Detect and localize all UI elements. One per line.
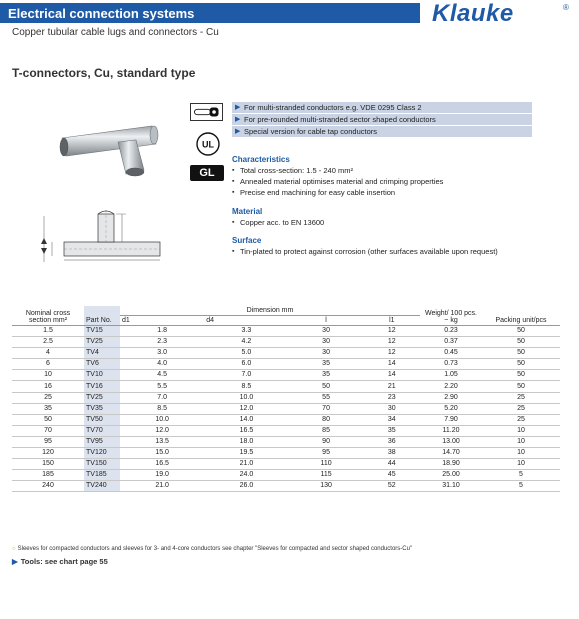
cell-d1: 4.5 — [120, 370, 204, 381]
cell-cross-section: 16 — [12, 381, 84, 392]
feature-text: For pre-rounded multi-stranded sector shaped conductors — [244, 115, 436, 124]
cell-part-no: TV150 — [84, 459, 120, 470]
cell-l: 95 — [289, 448, 364, 459]
cell-part-no: TV10 — [84, 370, 120, 381]
cell-packing: 50 — [482, 326, 560, 337]
col-d4: d4 — [204, 316, 288, 326]
col-l1: l1 — [364, 316, 420, 326]
cell-d4: 16.5 — [204, 425, 288, 436]
cell-d1: 5.5 — [120, 381, 204, 392]
cell-l1: 12 — [364, 348, 420, 359]
characteristic-item: ▪ Total cross-section: 1.5 - 240 mm² — [232, 165, 552, 176]
cell-part-no: TV240 — [84, 481, 120, 492]
cell-part-no: TV70 — [84, 425, 120, 436]
cell-l1: 36 — [364, 436, 420, 447]
cell-l: 35 — [289, 359, 364, 370]
table-row — [12, 381, 560, 392]
cell-cross-section: 240 — [12, 481, 84, 492]
cell-l: 30 — [289, 337, 364, 348]
cell-d4: 10.0 — [204, 392, 288, 403]
cell-cross-section: 1.5 — [12, 326, 84, 337]
ul-label: UL — [202, 139, 214, 150]
cell-l1: 35 — [364, 425, 420, 436]
cell-part-no: TV50 — [84, 414, 120, 425]
cell-weight: 7.90 — [420, 414, 482, 425]
table-row — [12, 448, 560, 459]
table-row — [12, 326, 560, 337]
table-row — [12, 436, 560, 447]
cell-d1: 2.3 — [120, 337, 204, 348]
cell-l1: 44 — [364, 459, 420, 470]
t-connector-photo — [56, 118, 176, 180]
characteristic-item: ▪ Precise end machining for easy cable insertion — [232, 187, 552, 198]
cell-l1: 21 — [364, 381, 420, 392]
cell-packing: 50 — [482, 359, 560, 370]
cell-d1: 13.5 — [120, 436, 204, 447]
feature-text: For multi-stranded conductors e.g. VDE 0295 Class 2 — [244, 103, 422, 112]
cell-l: 130 — [289, 481, 364, 492]
table-row — [12, 470, 560, 481]
arrow-right-icon: ▶ — [235, 104, 241, 111]
col-d1: d1 — [120, 316, 204, 326]
cell-packing: 5 — [482, 481, 560, 492]
col-l: l — [289, 316, 364, 326]
material-title: Material — [232, 207, 263, 216]
cell-packing: 5 — [482, 470, 560, 481]
cell-cross-section: 70 — [12, 425, 84, 436]
col-packing: Packing unit/pcs — [482, 306, 560, 326]
cell-d1: 16.5 — [120, 459, 204, 470]
cell-l: 80 — [289, 414, 364, 425]
cell-d1: 4.0 — [120, 359, 204, 370]
cell-weight: 0.73 — [420, 359, 482, 370]
cell-d4: 18.0 — [204, 436, 288, 447]
header-bar — [0, 0, 579, 25]
cell-weight: 11.20 — [420, 425, 482, 436]
registered-mark: ® — [563, 3, 569, 12]
cell-cross-section: 185 — [12, 470, 84, 481]
cell-weight: 0.45 — [420, 348, 482, 359]
cell-part-no: TV95 — [84, 436, 120, 447]
cell-weight: 25.00 — [420, 470, 482, 481]
cell-part-no: TV25 — [84, 337, 120, 348]
cell-l: 70 — [289, 403, 364, 414]
cell-l1: 30 — [364, 403, 420, 414]
cell-cross-section: 95 — [12, 436, 84, 447]
cell-weight: 0.23 — [420, 326, 482, 337]
cell-d4: 26.0 — [204, 481, 288, 492]
cell-packing: 50 — [482, 381, 560, 392]
cable-lug-icon — [190, 103, 223, 121]
cell-l1: 14 — [364, 359, 420, 370]
cell-packing: 10 — [482, 459, 560, 470]
cell-d4: 3.3 — [204, 326, 288, 337]
cell-packing: 50 — [482, 348, 560, 359]
cell-packing: 10 — [482, 436, 560, 447]
cell-weight: 31.10 — [420, 481, 482, 492]
circle-icon: ○ — [12, 546, 16, 552]
cell-cross-section: 150 — [12, 459, 84, 470]
cell-l: 110 — [289, 459, 364, 470]
table-row — [12, 403, 560, 414]
page-subtitle: Copper tubular cable lugs and connectors - Cu — [12, 27, 219, 38]
footnote — [12, 546, 412, 552]
cell-weight: 13.00 — [420, 436, 482, 447]
cell-cross-section: 35 — [12, 403, 84, 414]
cell-cross-section: 2.5 — [12, 337, 84, 348]
col-part-no: Part No. — [84, 306, 120, 326]
cell-cross-section: 120 — [12, 448, 84, 459]
arrow-right-icon: ▶ — [235, 116, 241, 123]
cell-l1: 12 — [364, 326, 420, 337]
spec-table-body — [12, 326, 560, 492]
cell-l1: 12 — [364, 337, 420, 348]
header-title: Electrical connection systems — [8, 6, 195, 21]
characteristic-item: ▪ Annealed material optimises material and crimping properties — [232, 176, 552, 187]
cell-d4: 12.0 — [204, 403, 288, 414]
spec-table — [12, 306, 560, 492]
tools-note — [12, 557, 108, 566]
cell-d1: 15.0 — [120, 448, 204, 459]
feature-item — [232, 114, 532, 125]
cell-d1: 7.0 — [120, 392, 204, 403]
cell-l1: 45 — [364, 470, 420, 481]
t-connector-drawing — [40, 206, 190, 266]
cell-d4: 19.5 — [204, 448, 288, 459]
col-dimension: Dimension mm — [120, 306, 420, 316]
table-row — [12, 337, 560, 348]
cell-packing: 50 — [482, 337, 560, 348]
cell-weight: 5.20 — [420, 403, 482, 414]
characteristics-title: Characteristics — [232, 155, 290, 164]
cell-weight: 2.90 — [420, 392, 482, 403]
cell-cross-section: 6 — [12, 359, 84, 370]
gl-certification-icon: GL — [190, 165, 224, 181]
cell-part-no: TV35 — [84, 403, 120, 414]
feature-item — [232, 126, 532, 137]
cell-part-no: TV15 — [84, 326, 120, 337]
characteristics-block — [232, 155, 552, 198]
cell-cross-section: 10 — [12, 370, 84, 381]
table-row — [12, 348, 560, 359]
cell-l1: 52 — [364, 481, 420, 492]
material-block — [232, 207, 552, 228]
col-weight: Weight/ 100 pcs. ~ kg — [420, 306, 482, 326]
cell-l: 55 — [289, 392, 364, 403]
certification-icons — [190, 103, 228, 181]
cell-cross-section: 4 — [12, 348, 84, 359]
cell-part-no: TV6 — [84, 359, 120, 370]
cell-d4: 24.0 — [204, 470, 288, 481]
cell-l1: 34 — [364, 414, 420, 425]
cell-d4: 14.0 — [204, 414, 288, 425]
col-cross-section: Nominal cross section mm² — [12, 306, 84, 326]
cell-packing: 10 — [482, 448, 560, 459]
table-row — [12, 425, 560, 436]
klauke-logo: Klauke — [432, 0, 514, 27]
cell-l: 50 — [289, 381, 364, 392]
surface-block — [232, 236, 552, 257]
ul-certification-icon — [194, 132, 222, 156]
cell-d4: 6.0 — [204, 359, 288, 370]
cell-l: 30 — [289, 326, 364, 337]
surface-title: Surface — [232, 236, 262, 245]
cell-weight: 0.37 — [420, 337, 482, 348]
cell-l1: 38 — [364, 448, 420, 459]
cell-packing: 25 — [482, 392, 560, 403]
cell-weight: 14.70 — [420, 448, 482, 459]
cell-part-no: TV120 — [84, 448, 120, 459]
cell-d4: 8.5 — [204, 381, 288, 392]
cell-l1: 23 — [364, 392, 420, 403]
cell-part-no: TV16 — [84, 381, 120, 392]
feature-text: Special version for cable tap conductors — [244, 127, 377, 136]
cell-packing: 25 — [482, 403, 560, 414]
cell-l: 35 — [289, 370, 364, 381]
cell-l: 90 — [289, 436, 364, 447]
cell-d1: 19.0 — [120, 470, 204, 481]
cell-d1: 1.8 — [120, 326, 204, 337]
cell-cross-section: 50 — [12, 414, 84, 425]
cell-d1: 21.0 — [120, 481, 204, 492]
cell-packing: 50 — [482, 370, 560, 381]
section-title: T-connectors, Cu, standard type — [12, 66, 196, 80]
surface-item: ▪ Tin-plated to protect against corrosion (other surfaces available upon request) — [232, 246, 552, 257]
cell-part-no: TV185 — [84, 470, 120, 481]
cell-d4: 7.0 — [204, 370, 288, 381]
table-row — [12, 359, 560, 370]
footnote-text: Sleeves for compacted conductors and sleeves for 3- and 4-core conductors see chapter "Sleeves for compacted and sector shaped conductors-Cu" — [17, 546, 413, 552]
material-item: ▪ Copper acc. to EN 13600 — [232, 217, 552, 228]
cell-d1: 8.5 — [120, 403, 204, 414]
cell-l: 115 — [289, 470, 364, 481]
table-row — [12, 392, 560, 403]
arrow-right-icon: ▶ — [12, 557, 18, 566]
cell-d4: 21.0 — [204, 459, 288, 470]
cell-d4: 5.0 — [204, 348, 288, 359]
cell-d1: 3.0 — [120, 348, 204, 359]
arrow-right-icon: ▶ — [235, 128, 241, 135]
table-row — [12, 414, 560, 425]
feature-item — [232, 102, 532, 113]
cell-cross-section: 25 — [12, 392, 84, 403]
cell-d4: 4.2 — [204, 337, 288, 348]
feature-list — [232, 102, 532, 138]
tools-text: Tools: see chart page 55 — [20, 557, 108, 566]
cell-weight: 1.05 — [420, 370, 482, 381]
cell-d1: 10.0 — [120, 414, 204, 425]
cell-part-no: TV25 — [84, 392, 120, 403]
table-row — [12, 459, 560, 470]
cell-packing: 10 — [482, 425, 560, 436]
cell-l: 85 — [289, 425, 364, 436]
cell-weight: 2.20 — [420, 381, 482, 392]
cell-part-no: TV4 — [84, 348, 120, 359]
table-row — [12, 370, 560, 381]
cell-l: 30 — [289, 348, 364, 359]
cell-d1: 12.0 — [120, 425, 204, 436]
cell-l1: 14 — [364, 370, 420, 381]
cell-weight: 18.90 — [420, 459, 482, 470]
cell-packing: 25 — [482, 414, 560, 425]
table-row — [12, 481, 560, 492]
